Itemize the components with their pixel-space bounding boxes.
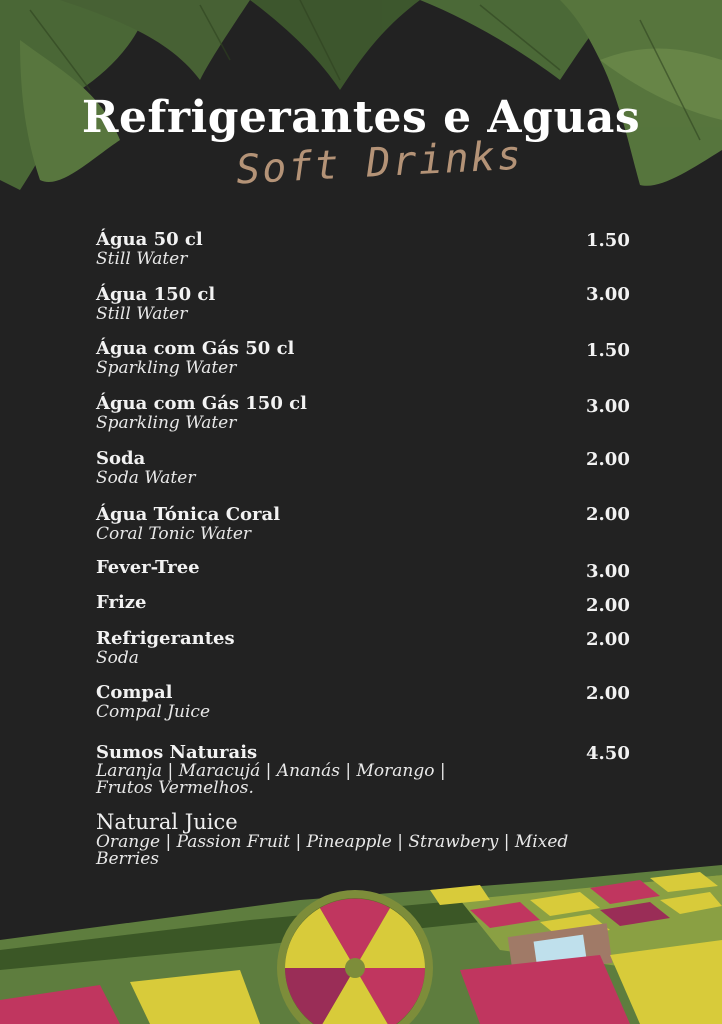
item-price: 1.50 (586, 340, 630, 361)
item-description: Compal Juice (96, 702, 211, 722)
menu-item (96, 629, 636, 667)
menu-item (96, 285, 636, 323)
item-name: Água com Gás 50 cl (96, 338, 295, 359)
item-description: Laranja | Maracujá | Ananás | Morango | Frutos Vermelhos. (96, 761, 446, 798)
menu-item (96, 449, 636, 487)
garden-photo (0, 860, 722, 1024)
item-price: 2.00 (586, 449, 630, 470)
page-title: Refrigerantes e Aguas (81, 92, 641, 143)
item-description: Coral Tonic Water (96, 524, 252, 544)
menu-item (96, 683, 636, 721)
item-price: 2.00 (586, 504, 630, 525)
menu-item (96, 394, 636, 432)
item-name: Fever-Tree (96, 557, 200, 578)
menu-item (96, 743, 496, 797)
item-name: Água 150 cl (96, 284, 216, 305)
item-price: 2.00 (586, 595, 630, 616)
item-description: Still Water (96, 304, 188, 324)
item-name: Soda (96, 448, 146, 469)
item-description: Soda (96, 648, 139, 668)
item-price: 3.00 (586, 284, 630, 305)
menu-item (96, 339, 636, 377)
menu-item (96, 593, 636, 613)
natural-juice-heading: Natural Juice (96, 810, 238, 834)
menu-item (96, 558, 636, 578)
item-description: Sparkling Water (96, 413, 237, 433)
item-name: Refrigerantes (96, 628, 235, 649)
item-price: 4.50 (586, 743, 630, 764)
natural-juice-description: Orange | Passion Fruit | Pineapple | Strawbery | Mixed Berries (96, 832, 569, 869)
item-price: 1.50 (586, 230, 630, 251)
page-subtitle: Soft Drinks (234, 132, 524, 194)
item-name: Água 50 cl (96, 229, 203, 250)
menu-item (96, 230, 636, 268)
item-name: Compal (96, 682, 173, 703)
item-description: Still Water (96, 249, 188, 269)
item-price: 2.00 (586, 629, 630, 650)
menu-item (96, 505, 636, 543)
item-price: 3.00 (586, 396, 630, 417)
item-name: Água Tónica Coral (96, 504, 281, 525)
item-price: 3.00 (586, 561, 630, 582)
item-name: Frize (96, 592, 147, 613)
item-name: Sumos Naturais (96, 742, 258, 763)
item-description: Soda Water (96, 468, 196, 488)
item-description: Sparkling Water (96, 358, 237, 378)
item-price: 2.00 (586, 683, 630, 704)
item-name: Água com Gás 150 cl (96, 393, 307, 414)
